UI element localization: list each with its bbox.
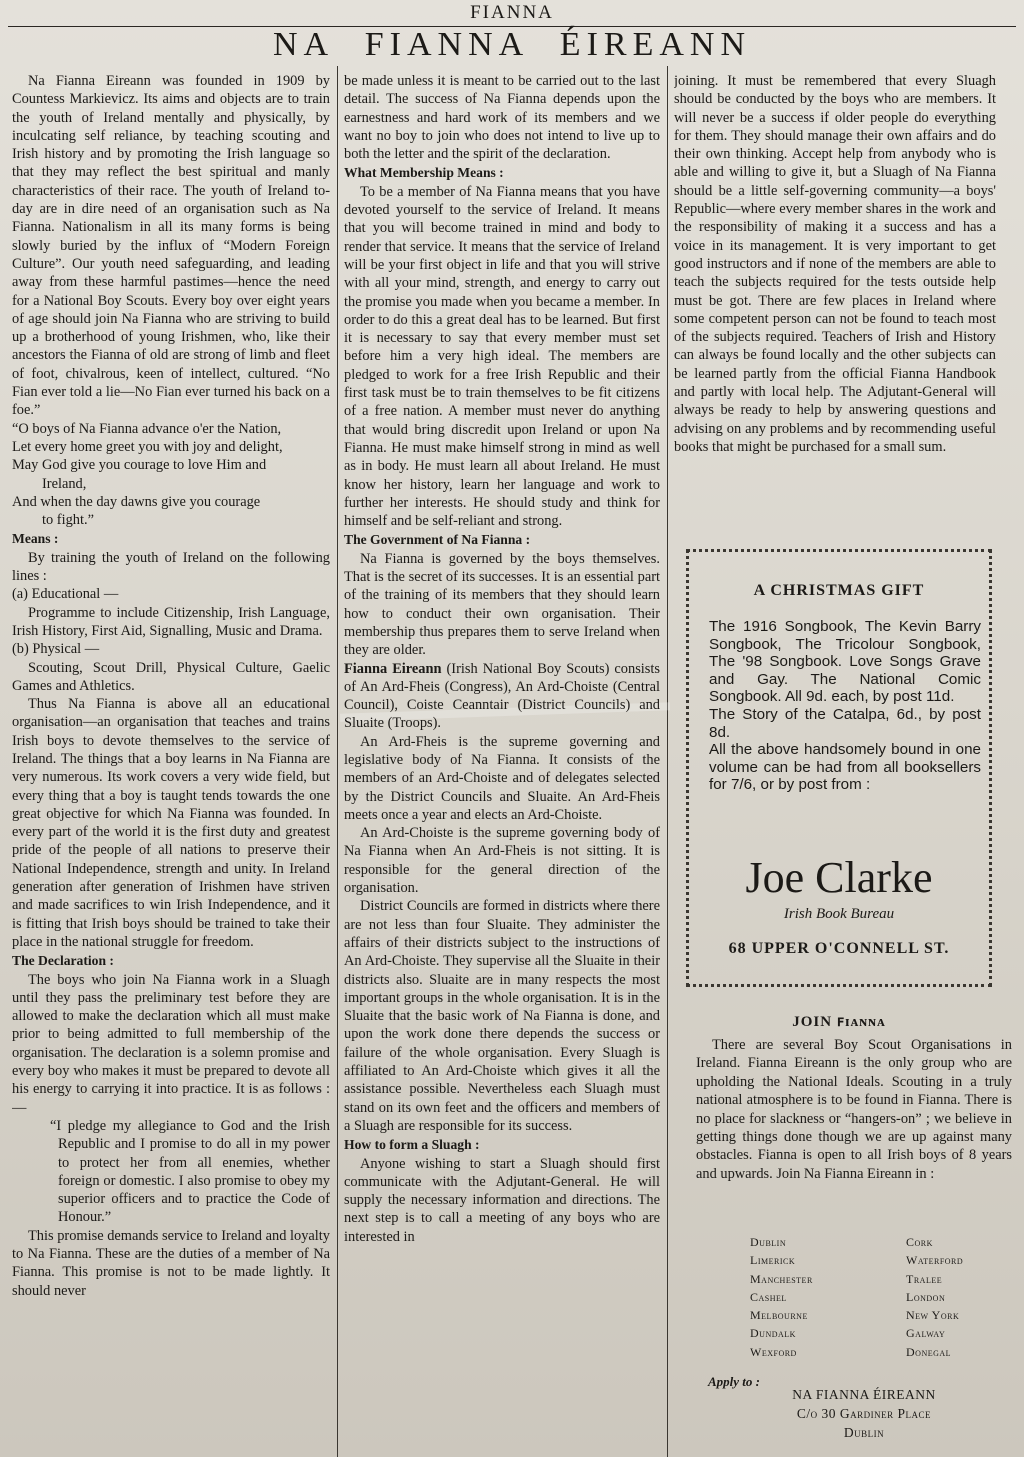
list-item: Dundalk	[750, 1326, 796, 1341]
poem-line: And when the day dawns give you courage	[12, 493, 261, 510]
page-title: NA FIANNA ÉIREANN	[273, 26, 751, 63]
advert-songbooks: The 1916 Songbook, The Kevin Barry Songbook, The Tricolour Songbook, The '98 Songbook. Love Songs Grave and Gay. The National Comic Songbook. All 9d. each, by post 11d.	[709, 618, 981, 706]
promise-paragraph: This promise demands service to Ireland and loyalty to Na Fianna. These are the duties of a member of Na Fianna. This promise is not to be made lightly. It should never	[12, 1227, 330, 1299]
contact-street: C/o 30 Gardiner Place	[796, 1406, 932, 1421]
structure-text: (Irish National Boy Scouts) consists of An Ard-Fheis (Congress), An Ard-Choiste (Central Council), Coiste Ceanntair (District Councils) and Sluaite (Troops).	[344, 660, 660, 732]
advert-body	[709, 618, 981, 794]
membership-paragraph: To be a member of Na Fianna means that you have devoted yourself to the service of Ireland. It means that you will become trained in mind and body to render that service. It means that the service of Ireland will be your first object in life and that you will strive with all your mind, strength, and energy to carry out the promise you made when you became a member. In order to do this a great deal has to be learned. But first it is necessary to say that every member must set before him a very high ideal. The members are pledged to work for a free Irish Republic and their first task must be to train themselves to be fit citizens of a free nation. A member must never do anything that would bring discredit upon Ireland or upon Na Fianna. He must make himself strong in mind as well as in body. He must learn all about Ireland. He must know her history, learn her language and work to further her interests. He should study and think for himself and be self-reliant and strong.	[344, 183, 660, 530]
structure-lead: Fianna Eireann	[344, 660, 442, 677]
poem-line: “O boys of Na Fianna advance o'er the Nation,	[12, 420, 282, 437]
running-head: FIANNA	[470, 2, 554, 23]
structure-paragraph	[344, 660, 660, 733]
advert-bound-volume: All the above handsomely bound in one volume can be had from all booksellers for 7/6, or by post from :	[709, 741, 981, 794]
list-item: Wexford	[750, 1344, 797, 1359]
form-sluagh-paragraph: Anyone wishing to start a Sluagh should first communicate with the Adjutant-General. He will supply the necessary information and directions. The next step is to call a meeting of any boys who are interested in	[344, 1155, 660, 1245]
educational-label: (a) Educational —	[12, 586, 119, 603]
continued-paragraph: be made unless it is meant to be carried out to the last detail. The success of Na Fianna depends upon the earnestness and hard work of its members and we want no boy to join who does not intend to live up to both the letter and the spirit of the declaration.	[344, 73, 660, 163]
means-intro: By training the youth of Ireland on the following lines :	[12, 549, 330, 585]
poem-line: May God give you courage to love Him and	[12, 457, 267, 474]
education-paragraph: Thus Na Fianna is above all an educational organisation—an organisation that teaches and trains Irish boys to devote themselves to the service of Ireland. The things that a boy learns in Na Fianna are very numerous. Its work covers a very wide field, but every thing that a boy is taught tends towards the one great objective for which Na Fianna was founded. In every part of the world it is the first duty and greatest pride of the people of all nations to preserve their National Independence, strength and unity. In Ireland generation after generation of Irishmen have striven and made sacrifices to win Irish Independence, and it is fitting that Irish boys should be trained to take their place in the national struggle for freedom.	[12, 696, 330, 950]
advert-catalpa: The Story of the Catalpa, 6d., by post 8d.	[709, 705, 981, 741]
educational-text: Programme to include Citizenship, Irish Language, Irish History, First Aid, Signalling, Music and Drama.	[12, 604, 330, 639]
declaration-heading: The Declaration :	[12, 953, 114, 969]
poem-line: to fight.”	[42, 512, 94, 529]
branch-list-left	[750, 1233, 813, 1361]
column-3	[674, 72, 996, 542]
column-1	[12, 72, 330, 1457]
means-heading: Means :	[12, 531, 59, 547]
intro-paragraph: Na Fianna Eireann was founded in 1909 by Countess Markievicz. Its aims and objects are to train the youth of Ireland mentally and physically, by inculcating self reliance, by teaching scouting and Irish history and by promoting the Irish language so that they may reflect the best spiritual and manly characteristics of their race. The youth of Ireland to-day are in dire need of an organisation such as Na Fianna. Nationalism in all its many forms is being slowly buried by the influx of “Modern Foreign Culture”. Our youth need safeguarding, and leading away from these harmful pastimes—hence the need for a National Boy Scouts. Every boy over eight years of age should join Na Fianna who are striving to build up a brotherhood of young Irishmen, who, like their ancestors the Fianna of old are strong of limb and fleet of foot, chivalrous, keen of intellect, cultured. “No Fian ever told a lie—No Fian ever turned his back on a foe.”	[12, 73, 330, 419]
government-heading: The Government of Na Fianna :	[344, 532, 531, 548]
list-item: Melbourne	[750, 1308, 808, 1323]
column-divider-1	[337, 66, 338, 1457]
physical-text: Scouting, Scout Drill, Physical Culture, Gaelic Games and Athletics.	[12, 659, 330, 694]
poem-line: Let every home greet you with joy and delight,	[12, 438, 283, 455]
list-item: Manchester	[750, 1271, 813, 1286]
advert-seller-name: Joe Clarke	[745, 853, 933, 902]
district-councils-paragraph: District Councils are formed in districts where there are not less than four Sluaite. They administer the affairs of their districts subject to the instructions of An Ard-Choiste. They supervise all the Sluaite in their districts also. Sluaite are in many respects the most important groups in the whole organisation. It is in the Sluaite that the basic work of Na Fianna is done, and upon the work done there depends the success or failure of the whole organisation. Every Sluagh is affiliated to An Ard-Choiste which gives it all the assistance possible. Nevertheless each Sluagh must stand on its own feet and the officers and members of a Sluagh are responsible for its success.	[344, 898, 660, 1134]
list-item: London	[906, 1289, 946, 1304]
join-body	[696, 1036, 1012, 1183]
list-item: Donegal	[906, 1344, 952, 1359]
poem-line: Ireland,	[42, 475, 87, 492]
list-item: Limerick	[750, 1253, 796, 1268]
list-item: Cork	[906, 1235, 933, 1249]
advert-title: A CHRISTMAS GIFT	[753, 582, 925, 599]
list-item: Cashel	[750, 1289, 787, 1304]
apply-label: Apply to :	[708, 1374, 760, 1389]
advert-address: 68 UPPER O'CONNELL ST.	[728, 940, 950, 957]
form-sluagh-heading: How to form a Sluagh :	[344, 1137, 480, 1153]
sluagh-paragraph: joining. It must be remembered that every Sluagh should be conducted by the boys who are members. It will never be a success if older people do everything for them. They should manage their own affairs and do their own thinking. Accept help from anybody who is able and willing to give it, but a Sluagh of Na Fianna should be a little self-governing community—a boys' Republic—where every member shares in the work and the responsibility of making it a success and has a voice in its management. It is very important to get good instructors and if none of the members are able to teach the subjects required for the tests outside help must be got. There are few places in Ireland where some competent person can not be found to teach most of the subjects required. Teachers of Irish and History can always be found locally and the other subjects can be learned partly from the official Fianna Handbook and partly with local help. The Adjutant-General will always be ready to help by answering questions and advising on any problems and by recommending useful books that might be purchased for a small sum.	[674, 73, 996, 455]
physical-label: (b) Physical —	[12, 641, 100, 658]
list-item: Waterford	[906, 1253, 964, 1268]
column-divider-2	[667, 66, 668, 1457]
pledge-quote	[12, 1117, 330, 1227]
contact-address	[734, 1385, 994, 1442]
declaration-paragraph: The boys who join Na Fianna work in a Sluagh until they pass the preliminary test before they are allowed to make the declaration which all must make prior to being admitted to full membership of the organisation. The declaration is a solemn promise and every boy who makes it must be prepared to devote all his energy to carrying it into practice. It is as follows :—	[12, 971, 330, 1116]
contact-city: Dublin	[843, 1425, 885, 1440]
ard-choiste-paragraph: An Ard-Choiste is the supreme governing body of Na Fianna when An Ard-Fheis is not sitting. It is responsible for the general direction of the organisation.	[344, 825, 660, 897]
membership-heading: What Membership Means :	[344, 165, 504, 181]
christmas-gift-advert	[686, 549, 992, 987]
join-paragraph: There are several Boy Scout Organisations in Ireland. Fianna Eireann is the only group who are upholding the National Ideals. Scouting in a truly national atmosphere is to be found in Fianna. There is no place for slackness or “hangers-on” ; we believe in getting things done though we are up against many obstacles. Fianna is open to all Irish boys of 8 years and upwards. Join Na Fianna Eireann in :	[696, 1037, 1012, 1182]
list-item: Tralee	[906, 1271, 943, 1286]
list-item: New York	[906, 1308, 960, 1323]
contact-org: NA FIANNA ÉIREANN	[792, 1387, 936, 1402]
advert-bureau: Irish Book Bureau	[783, 906, 895, 922]
column-2	[344, 72, 660, 1457]
join-heading: JOIN ꜰɪᴀɴɴᴀ	[792, 1014, 886, 1030]
poem	[12, 420, 330, 530]
government-paragraph: Na Fianna is governed by the boys themselves. That is the secret of its successes. It is an essential part of the training of its members that they should learn how to conduct their own organisation. Their membership thus prepares them to serve Ireland when they are older.	[344, 550, 660, 659]
pledge-text: “I pledge my allegiance to God and the Irish Republic and I promise to do all in my power to protect her from all enemies, whether foreign or domestic. I also promise to obey my superior officers and to practice the Code of Honour.”	[50, 1117, 330, 1226]
list-item: Dublin	[750, 1235, 787, 1249]
ard-fheis-paragraph: An Ard-Fheis is the supreme governing and legislative body of Na Fianna. It consists of the members of an Ard-Choiste and of delegates selected by the District Councils and Sluaite. An Ard-Fheis meets once a year and elects an Ard-Choiste.	[344, 733, 660, 823]
branch-list-right	[906, 1233, 963, 1361]
list-item: Galway	[906, 1326, 946, 1341]
